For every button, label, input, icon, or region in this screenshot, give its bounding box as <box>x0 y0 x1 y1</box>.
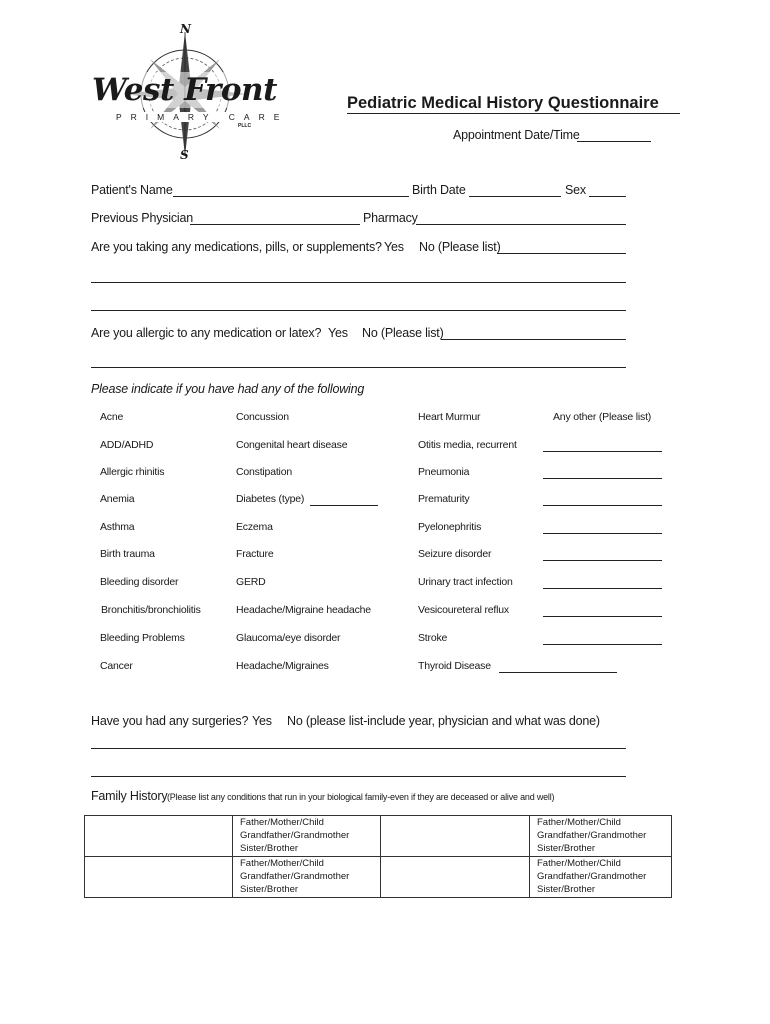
patient-name-field[interactable] <box>173 196 409 197</box>
other-condition-field[interactable] <box>543 644 662 645</box>
family-history-heading: Family History <box>91 789 168 803</box>
family-history-note: (Please list any conditions that run in your biological family-even if they are deceased or alive and well) <box>167 792 555 802</box>
medications-field[interactable] <box>497 253 626 254</box>
logo-south: S <box>180 148 189 162</box>
condition-headache-migraines[interactable]: Headache/Migraines <box>236 660 329 672</box>
condition-vesicoureteral-reflux[interactable]: Vesicoureteral reflux <box>418 604 509 616</box>
appointment-field[interactable] <box>577 141 651 142</box>
logo-wordmark: West Front <box>92 72 277 108</box>
medications-line-3[interactable] <box>91 310 626 311</box>
relation-option: Sister/Brother <box>240 843 299 854</box>
relation-option: Grandfather/Grandmother <box>240 830 350 841</box>
condition-pneumonia[interactable]: Pneumonia <box>418 466 470 478</box>
condition-bleeding-problems[interactable]: Bleeding Problems <box>100 632 185 644</box>
condition-congenital-heart[interactable]: Congenital heart disease <box>236 439 348 451</box>
relation-option: Grandfather/Grandmother <box>537 830 647 841</box>
relation-option: Sister/Brother <box>537 884 596 895</box>
surgeries-line-1[interactable] <box>91 748 626 749</box>
allergy-question: Are you allergic to any medication or latex? <box>91 326 322 340</box>
condition-prematurity[interactable]: Prematurity <box>418 493 470 505</box>
condition-birth-trauma[interactable]: Birth trauma <box>100 548 155 560</box>
other-conditions-label: Any other (Please list) <box>553 411 652 423</box>
allergy-line-2[interactable] <box>91 367 626 368</box>
relation-option: Grandfather/Grandmother <box>240 871 350 882</box>
page-title: Pediatric Medical History Questionnaire <box>347 94 659 112</box>
appointment-label: Appointment Date/Time <box>453 128 580 142</box>
relation-option: Father/Mother/Child <box>240 858 324 869</box>
condition-asthma[interactable]: Asthma <box>100 521 135 533</box>
condition-fracture[interactable]: Fracture <box>236 548 274 560</box>
condition-bronchitis[interactable]: Bronchitis/bronchiolitis <box>101 604 201 616</box>
condition-add-adhd[interactable]: ADD/ADHD <box>100 439 154 451</box>
condition-acne[interactable]: Acne <box>100 411 124 423</box>
condition-cell[interactable] <box>381 816 530 857</box>
table-row <box>85 816 672 857</box>
condition-headache-migraine-headache[interactable]: Headache/Migraine headache <box>236 604 371 616</box>
relation-option: Sister/Brother <box>537 843 596 854</box>
condition-seizure-disorder[interactable]: Seizure disorder <box>418 548 492 560</box>
condition-eczema[interactable]: Eczema <box>236 521 273 533</box>
relation-cell[interactable] <box>530 816 672 857</box>
condition-uti[interactable]: Urinary tract infection <box>418 576 513 588</box>
condition-heart-murmur[interactable]: Heart Murmur <box>418 411 481 423</box>
condition-bleeding-disorder[interactable]: Bleeding disorder <box>100 576 179 588</box>
condition-allergic-rhinitis[interactable]: Allergic rhinitis <box>100 466 165 478</box>
other-condition-field[interactable] <box>543 451 662 452</box>
surgeries-yes[interactable]: Yes <box>252 714 272 728</box>
medications-no[interactable]: No (Please list) <box>419 240 501 254</box>
sex-label: Sex <box>565 183 586 197</box>
relation-option: Grandfather/Grandmother <box>537 871 647 882</box>
patient-name-label: Patient's Name <box>91 183 173 197</box>
logo-north: N <box>180 22 191 36</box>
diabetes-type-field[interactable] <box>310 505 378 506</box>
condition-anemia[interactable]: Anemia <box>100 493 135 505</box>
condition-diabetes[interactable]: Diabetes (type) <box>236 493 305 505</box>
logo-subtitle: PRIMARY CARE <box>116 112 289 122</box>
other-condition-field[interactable] <box>543 478 662 479</box>
relation-option: Father/Mother/Child <box>240 817 324 828</box>
relation-cell[interactable] <box>530 857 672 898</box>
condition-cell[interactable] <box>85 816 233 857</box>
relation-option: Father/Mother/Child <box>537 858 621 869</box>
condition-otitis-media[interactable]: Otitis media, recurrent <box>418 439 517 451</box>
other-condition-field[interactable] <box>543 616 662 617</box>
condition-gerd[interactable]: GERD <box>236 576 266 588</box>
surgeries-line-2[interactable] <box>91 776 626 777</box>
medications-line-2[interactable] <box>91 282 626 283</box>
table-row <box>85 857 672 898</box>
relation-option: Father/Mother/Child <box>537 817 621 828</box>
relation-cell[interactable] <box>233 857 381 898</box>
birth-date-label: Birth Date <box>412 183 466 197</box>
other-condition-field[interactable] <box>543 588 662 589</box>
birth-date-field[interactable] <box>469 196 561 197</box>
relation-cell[interactable] <box>233 816 381 857</box>
condition-cell[interactable] <box>381 857 530 898</box>
sex-field[interactable] <box>589 196 626 197</box>
pharmacy-field[interactable] <box>416 224 626 225</box>
condition-thyroid-disease[interactable]: Thyroid Disease <box>418 660 491 672</box>
pharmacy-label: Pharmacy <box>363 211 418 225</box>
medications-question: Are you taking any medications, pills, or supplements? <box>91 240 382 254</box>
thyroid-field[interactable] <box>499 672 617 673</box>
other-condition-field[interactable] <box>543 533 662 534</box>
condition-glaucoma[interactable]: Glaucoma/eye disorder <box>236 632 341 644</box>
condition-concussion[interactable]: Concussion <box>236 411 289 423</box>
surgeries-question: Have you had any surgeries? <box>91 714 249 728</box>
other-condition-field[interactable] <box>543 505 662 506</box>
condition-constipation[interactable]: Constipation <box>236 466 292 478</box>
family-history-table <box>84 815 672 898</box>
previous-physician-label: Previous Physician <box>91 211 194 225</box>
condition-cell[interactable] <box>85 857 233 898</box>
condition-pyelonephritis[interactable]: Pyelonephritis <box>418 521 482 533</box>
logo <box>88 24 288 164</box>
allergy-no[interactable]: No (Please list) <box>362 326 444 340</box>
surgeries-no[interactable]: No (please list-include year, physician and what was done) <box>287 714 600 728</box>
previous-physician-field[interactable] <box>190 224 360 225</box>
condition-cancer[interactable]: Cancer <box>100 660 133 672</box>
title-underline <box>347 113 680 114</box>
logo-suffix: PLLC <box>238 123 252 129</box>
other-condition-field[interactable] <box>543 560 662 561</box>
relation-option: Sister/Brother <box>240 884 299 895</box>
medications-yes[interactable]: Yes <box>384 240 404 254</box>
allergy-field[interactable] <box>441 339 626 340</box>
allergy-yes[interactable]: Yes <box>328 326 348 340</box>
conditions-heading: Please indicate if you have had any of the following <box>91 382 365 396</box>
condition-stroke[interactable]: Stroke <box>418 632 448 644</box>
